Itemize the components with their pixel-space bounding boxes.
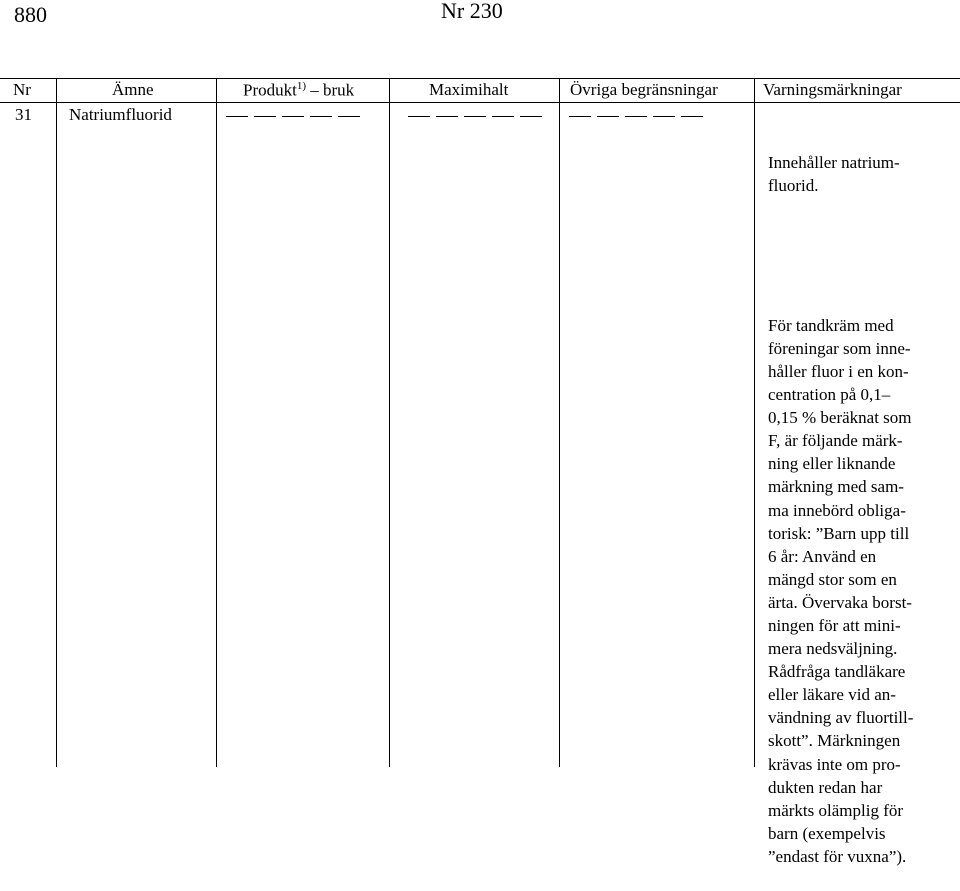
header-produkt-label: Produkt bbox=[243, 80, 297, 100]
row-nr: 31 bbox=[15, 105, 32, 124]
footnote-marker: 1) bbox=[296, 80, 307, 92]
table-top-rule bbox=[0, 78, 960, 79]
page-number: 880 bbox=[14, 2, 47, 27]
header-bottom-rule bbox=[0, 102, 960, 103]
document-number: Nr 230 bbox=[441, 0, 503, 23]
warning-text-cell bbox=[768, 105, 958, 891]
header-maximihalt: Maximihalt bbox=[429, 80, 509, 99]
warning-paragraph-2: För tandkräm med föreningar som inne- håller fluor i en kon- centration på 0,1– 0,15 % beräknat som F, är följande märk- ning eller liknande märkning med sam- ma innebörd obliga- torisk: ”Barn upp till 6 år: Använd en mängd stor som en ärta. Övervaka borst- ningen för att mini- mera nedsväljning. Rådfråga tandläkare eller läkare vid an- vändning av fluortill- skott”. Märkningen krävas inte om pro- dukten redan har märkts olämplig för barn (exempelvis ”endast för vuxna”). bbox=[768, 315, 914, 866]
column-divider-4 bbox=[559, 78, 560, 767]
header-ovriga-begransningar: Övriga begränsningar bbox=[570, 80, 718, 99]
header-produkt bbox=[243, 80, 354, 101]
header-varningsmarkningar: Varningsmärkningar bbox=[763, 80, 902, 99]
column-divider-2 bbox=[216, 78, 217, 767]
column-divider-3 bbox=[389, 78, 390, 767]
header-nr: Nr bbox=[13, 80, 31, 99]
row-amne: Natriumfluorid bbox=[69, 105, 172, 124]
warning-paragraph-1: Innehåller natrium- fluorid. bbox=[768, 153, 900, 196]
column-divider-1 bbox=[56, 78, 57, 767]
column-divider-5 bbox=[754, 78, 755, 767]
header-amne: Ämne bbox=[112, 80, 154, 99]
header-produkt-suffix: – bruk bbox=[310, 80, 355, 100]
